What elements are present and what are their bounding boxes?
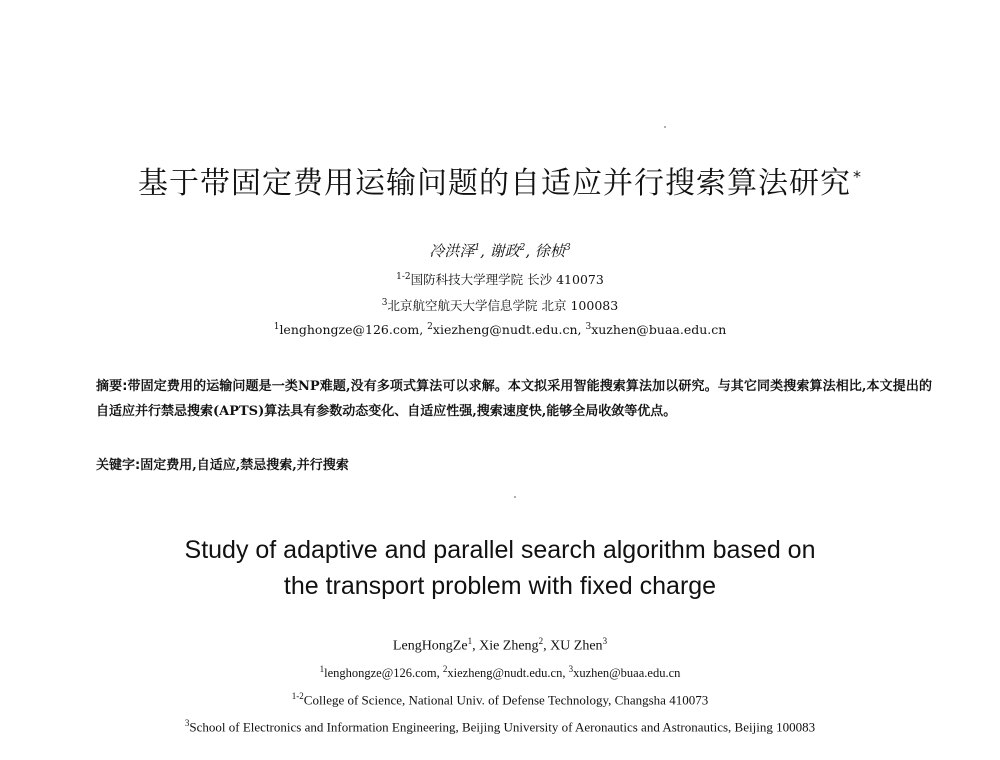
english-title (0, 532, 1000, 604)
chinese-affiliation-1 (0, 270, 1000, 288)
keywords-label: 关键字: (96, 458, 141, 473)
english-title-line-1: Study of adaptive and parallel search algorithm based on (184, 536, 816, 564)
author-sup: 2 (538, 636, 544, 646)
abstract (96, 374, 932, 424)
chinese-title (0, 158, 1000, 202)
english-emails: $^1$lenghongze@126.com, $^2$xiezheng@nudt.edu.cn, $^3$xuzhen@buaa.edu.cn (319, 664, 681, 681)
email-link[interactable]: xuzhen@buaa.edu.cn (591, 322, 727, 338)
author-sup: 3 (564, 243, 571, 253)
keywords (96, 454, 932, 473)
email-link[interactable]: xiezheng@nudt.edu.cn (447, 666, 563, 681)
affiliation-sup: 3 (381, 297, 388, 308)
email-sup: 2 (427, 322, 433, 332)
title-footnote-mark: * (853, 167, 862, 186)
english-title-line-2: the transport problem with fixed charge (283, 572, 717, 600)
scan-speck (514, 496, 516, 498)
keywords-text: 固定费用,自适应,禁忌搜索,并行搜索 (140, 458, 349, 473)
affiliation-text: 北京航空航天大学信息学院 北京 100083 (387, 298, 619, 313)
author-name: LengHongZe (392, 638, 468, 654)
email-link[interactable]: lenghongze@126.com (324, 666, 437, 681)
author-name: 冷洪泽 (429, 242, 475, 260)
affiliation-text: School of Electronics and Information Engineering, Beijing University of Aeronautics and Astronautics, Beijing 100083 (189, 719, 816, 735)
author-name: XU Zhen (550, 638, 603, 654)
email-sup: 2 (442, 664, 448, 674)
affiliation-sup: 3 (184, 718, 190, 728)
abstract-label: 摘要: (96, 379, 128, 394)
english-affiliation-1 (0, 691, 1000, 708)
english-affiliation-2 (0, 718, 1000, 735)
author-sup: 2 (519, 243, 526, 253)
author-name: Xie Zheng (479, 638, 539, 654)
chinese-authors: 冷洪泽$^1$, 谢政$^2$, 徐桢$^3$ (429, 242, 571, 260)
affiliation-sup: 1-2 (396, 271, 411, 282)
email-sup: 1 (273, 322, 280, 332)
abstract-text: 带固定费用的运输问题是一类NP难题,没有多项式算法可以求解。本文拟采用智能搜索算法加以研究。与其它同类搜索算法相比,本文提出的自适应并行禁忌搜索(APTS)算法具有参数动态变化、自适应性强,搜索速度快,能够全局收敛等优点。 (96, 379, 932, 419)
scan-speck (664, 126, 666, 128)
email-link[interactable]: lenghongze@126.com (279, 322, 420, 338)
email-sup: 3 (568, 664, 574, 674)
chinese-affiliation-2 (0, 296, 1000, 314)
author-sup: 1 (474, 243, 481, 253)
affiliation-text: College of Science, National Univ. of Defense Technology, Changsha 410073 (303, 692, 709, 708)
email-link[interactable]: xiezheng@nudt.edu.cn (432, 322, 578, 338)
affiliation-sup: 1-2 (291, 691, 304, 701)
author-sup: 1 (467, 636, 473, 646)
affiliation-text: 国防科技大学理学院 长沙 410073 (410, 272, 604, 287)
chinese-title-text: 基于带固定费用运输问题的自适应并行搜索算法研究 (138, 166, 851, 201)
chinese-emails: $^1$lenghongze@126.com, $^2$xiezheng@nudt.edu.cn, $^3$xuzhen@buaa.edu.cn (273, 322, 727, 338)
author-name: 谢政 (489, 242, 520, 260)
author-sup: 3 (602, 636, 608, 646)
email-sup: 1 (319, 664, 325, 674)
email-link[interactable]: xuzhen@buaa.edu.cn (573, 666, 681, 681)
email-sup: 3 (585, 322, 592, 332)
english-authors: LengHongZe$^1$, Xie Zheng$^2$, XU Zhen$^3$ (392, 636, 608, 654)
author-name: 徐桢 (534, 242, 565, 260)
